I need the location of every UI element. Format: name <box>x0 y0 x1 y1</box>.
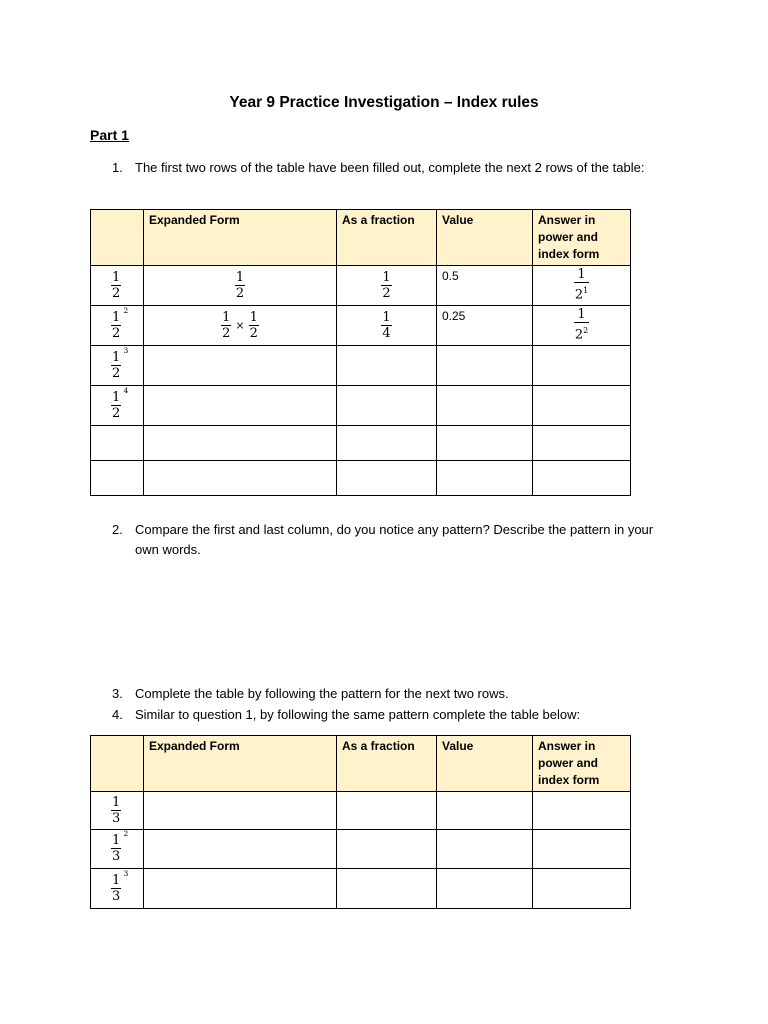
page-title: Year 9 Practice Investigation – Index rules <box>229 94 539 111</box>
fraction-answer: $\frac{1}{2}$ <box>382 269 391 301</box>
as-fraction-cell[interactable] <box>337 426 437 461</box>
expanded-fraction: $\frac{1}{2}$ <box>235 269 245 301</box>
table-row <box>91 306 631 346</box>
expanded-form-cell[interactable] <box>144 792 337 830</box>
question-number: 4. <box>112 707 123 722</box>
question-number: 1. <box>112 160 123 175</box>
answer-cell[interactable] <box>533 346 631 386</box>
answer-cell[interactable] <box>533 830 631 869</box>
base-fraction: $\frac{1}{3}$ <box>112 833 121 864</box>
answer-cell[interactable] <box>533 869 631 909</box>
table-header-row <box>91 736 631 792</box>
base-fraction: $\frac{1}{2}$ <box>112 349 121 381</box>
answer-cell[interactable] <box>533 306 631 346</box>
as-fraction-cell[interactable] <box>337 386 437 426</box>
header-expanded-form: Expanded Form <box>144 210 337 266</box>
table-row <box>91 266 631 306</box>
answer-cell[interactable] <box>533 461 631 496</box>
value-cell[interactable] <box>437 461 533 496</box>
as-fraction-cell[interactable] <box>337 792 437 830</box>
value-cell[interactable] <box>437 869 533 909</box>
table-row <box>91 346 631 386</box>
expanded-form-cell[interactable] <box>144 830 337 869</box>
table-row <box>91 461 631 496</box>
header-as-fraction: As a fraction <box>337 736 437 792</box>
question-3 <box>112 684 672 704</box>
expanded-form-cell[interactable] <box>144 869 337 909</box>
power: 3 <box>123 868 129 878</box>
table-header-row <box>91 210 631 266</box>
value-cell[interactable]: 0.25 <box>437 306 533 346</box>
answer-cell[interactable] <box>533 792 631 830</box>
as-fraction-cell[interactable] <box>337 830 437 869</box>
header-expanded-form: Expanded Form <box>144 736 337 792</box>
header-blank <box>91 210 144 266</box>
power: 2 <box>123 305 129 315</box>
value-cell[interactable] <box>437 426 533 461</box>
answer-fraction: $\frac{1}{2^1}$ <box>574 267 589 303</box>
base-cell <box>91 792 144 830</box>
fraction-answer: $\frac{1}{4}$ <box>382 309 391 341</box>
expanded-form-cell[interactable] <box>144 426 337 461</box>
answer-cell[interactable] <box>533 426 631 461</box>
question-number: 2. <box>112 522 123 537</box>
value-cell[interactable] <box>437 792 533 830</box>
value-cell[interactable] <box>437 830 533 869</box>
power: 3 <box>123 345 129 355</box>
base-cell <box>91 869 144 909</box>
base-cell[interactable] <box>91 461 144 496</box>
header-value: Value <box>437 736 533 792</box>
table-row <box>91 830 631 869</box>
base-fraction: $\frac{1}{2}$ <box>112 389 121 421</box>
base-fraction: $\frac{1}{3}$ <box>112 794 121 826</box>
base-cell <box>91 306 144 346</box>
question-text: Compare the first and last column, do you notice any pattern? Describe the pattern in your own words. <box>135 522 654 557</box>
as-fraction-cell[interactable] <box>337 306 437 346</box>
value-cell[interactable]: 0.5 <box>437 266 533 306</box>
as-fraction-cell[interactable] <box>337 346 437 386</box>
question-1 <box>112 158 672 178</box>
base-cell[interactable] <box>91 426 144 461</box>
as-fraction-cell[interactable] <box>337 869 437 909</box>
table-row <box>91 426 631 461</box>
part-heading: Part 1 <box>90 127 129 143</box>
question-number: 3. <box>112 686 123 701</box>
expanded-form-cell[interactable] <box>144 386 337 426</box>
answer-fraction: $\frac{1}{2^2}$ <box>574 307 589 343</box>
times-sign: × <box>235 318 245 332</box>
base-cell <box>91 266 144 306</box>
header-as-fraction: As a fraction <box>337 210 437 266</box>
power: 2 <box>123 829 129 838</box>
base-cell <box>91 830 144 869</box>
question-text: The first two rows of the table have been filled out, complete the next 2 rows of the table: <box>135 160 645 175</box>
question-text: Complete the table by following the pattern for the next two rows. <box>135 686 509 701</box>
expanded-form-cell[interactable] <box>144 266 337 306</box>
table-row <box>91 869 631 909</box>
power: 4 <box>123 385 129 395</box>
base-cell <box>91 346 144 386</box>
table-row <box>91 386 631 426</box>
expanded-form-cell[interactable] <box>144 461 337 496</box>
answer-cell[interactable] <box>533 386 631 426</box>
expanded-form-cell[interactable] <box>144 346 337 386</box>
as-fraction-cell[interactable] <box>337 461 437 496</box>
question-4 <box>112 705 672 725</box>
expanded-form-cell[interactable]: $\frac{1}{2}$ × $\frac{1}{2}$ <box>144 306 337 346</box>
question-2 <box>112 520 672 560</box>
base-fraction: $\frac{1}{3}$ <box>112 872 121 904</box>
base-fraction: $\frac{1}{2}$ <box>112 309 121 341</box>
base-cell <box>91 386 144 426</box>
header-value: Value <box>437 210 533 266</box>
base-fraction: $\frac{1}{2}$ <box>112 269 121 301</box>
index-table-halves <box>90 209 631 496</box>
value-cell[interactable] <box>437 386 533 426</box>
as-fraction-cell[interactable] <box>337 266 437 306</box>
table-row <box>91 792 631 830</box>
answer-cell[interactable] <box>533 266 631 306</box>
index-table-thirds <box>90 735 631 909</box>
value-cell[interactable] <box>437 346 533 386</box>
header-answer-index-form: Answer in power and index form <box>533 736 631 792</box>
header-answer-index-form: Answer in power and index form <box>533 210 631 266</box>
question-text: Similar to question 1, by following the same pattern complete the table below: <box>135 707 581 722</box>
header-blank <box>91 736 144 792</box>
